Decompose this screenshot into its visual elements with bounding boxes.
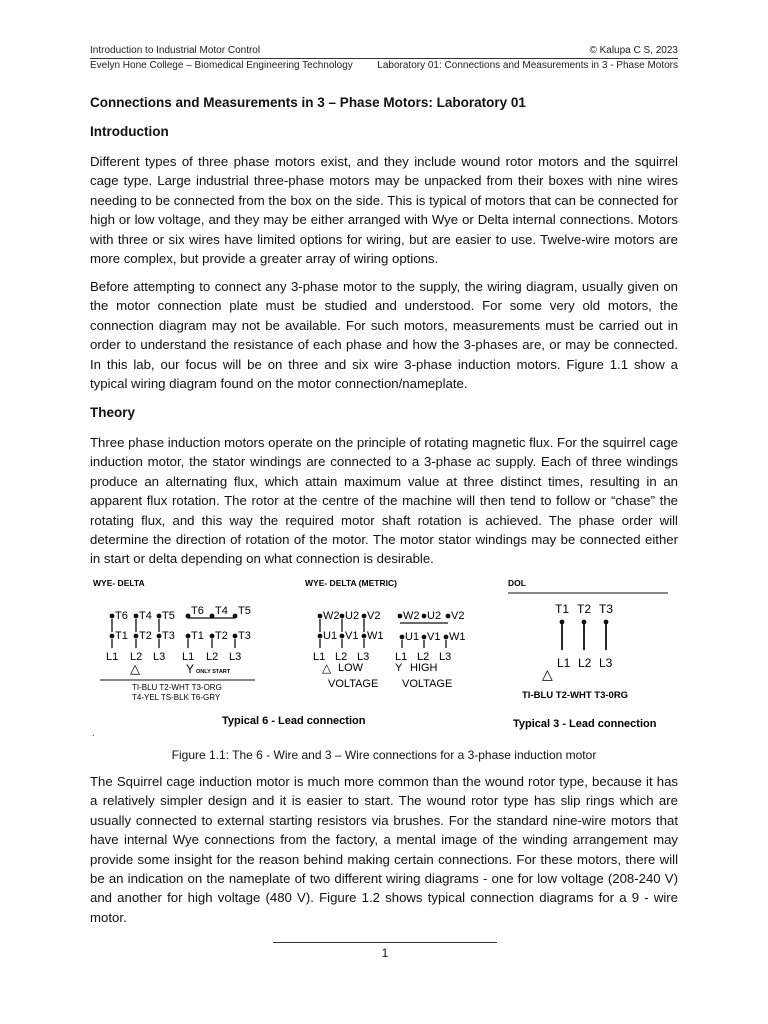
metric-high-line-l1: L1 [395, 651, 408, 663]
color-code-line-1: TI-BLU T2-WHT T3-ORG [132, 683, 222, 692]
metric-high-voltage-label: VOLTAGE [402, 678, 453, 690]
metric-low-top-u2: U2 [345, 610, 360, 622]
dol-line-l3: L3 [599, 656, 613, 670]
wye-mid-t2: T2 [215, 630, 228, 642]
metric-low-voltage-group [313, 610, 384, 690]
dol-connection-group [513, 602, 657, 730]
paragraph-intro-2: Before attempting to connect any 3-phase motor to the supply, the wiring diagram, usually given on the motor connection plate must be studied and understood. For some very old motors, the connection diagram may not be available. For such motors, measurements must be carried out in order to understand the resistance of each phase and how the 3-phases are, or may be connected. In this lab, our focus will be on three and six wire 3-phase induction motors. Figure 1.1 show a typical wiring diagram found on the motor connection/nameplate. [90, 279, 678, 392]
delta-line-l2: L2 [130, 651, 143, 663]
delta-symbol: △ [130, 661, 140, 676]
typical-6-lead-caption: Typical 6 - Lead connection [222, 715, 366, 727]
wye-line-l1: L1 [182, 651, 195, 663]
dol-color-code: TI-BLU T2-WHT T3-0RG [522, 690, 629, 701]
dol-delta-symbol: △ [542, 666, 553, 682]
paragraph-theory-2: The Squirrel cage induction motor is much more common than the wound rotor type, because it has a relatively simpler design and it is easier to start. The wound rotor type has slip rings which are usually connected to external starting resistors via brushes. For the standard nine-wire motors that have internal Wye connections from the factory, a mental image of the winding arrangement may provide some insight for the reason behind making certain connections. For these motors, there will be an indication on the nameplate of two different wiring diagrams - one for low voltage (208-240 V) and another for high voltage (480 V). Figure 1.2 shows typical connection diagrams for a 9 - wire motor. [90, 774, 678, 925]
header-lab: Laboratory 01: Connections and Measurements in 3 - Phase Motors [377, 60, 678, 71]
metric-high-voltage-group [395, 610, 466, 690]
metric-wye-symbol: Y [395, 662, 403, 674]
delta-line-l3: L3 [153, 651, 166, 663]
wye-only-start: ONLY START [196, 669, 231, 675]
delta-top-t6: T6 [115, 610, 128, 622]
metric-high-line-l2: L2 [417, 651, 430, 663]
header-course: Introduction to Industrial Motor Control [90, 45, 261, 56]
metric-delta-symbol: △ [322, 661, 332, 675]
page-number: 1 [381, 946, 389, 960]
wye-line-l2: L2 [206, 651, 219, 663]
metric-low-mid-u1: U1 [323, 630, 338, 642]
typical-3-lead-caption: Typical 3 - Lead connection [513, 718, 657, 730]
metric-low-voltage-label: VOLTAGE [328, 678, 379, 690]
wye-top-t4: T4 [215, 605, 228, 617]
label-dol: DOL [508, 578, 526, 588]
wye-top-t6: T6 [191, 605, 204, 617]
metric-low-line-l3: L3 [357, 651, 370, 663]
footer-rule [273, 942, 497, 943]
figure-stray-mark: . [92, 728, 95, 738]
metric-low-line-l2: L2 [335, 651, 348, 663]
dol-line-l2: L2 [578, 656, 592, 670]
heading-theory: Theory [90, 405, 136, 420]
figure-wiring-diagram [90, 576, 678, 741]
metric-low-label: LOW [338, 662, 364, 674]
metric-low-line-l1: L1 [313, 651, 326, 663]
heading-introduction: Introduction [90, 124, 169, 139]
header-rule [90, 58, 678, 59]
wye-line-l3: L3 [229, 651, 242, 663]
delta-mid-t2: T2 [139, 630, 152, 642]
header-college: Evelyn Hone College – Biomedical Engineering Technology [90, 60, 353, 71]
metric-low-top-v2: V2 [367, 610, 381, 622]
metric-high-top-v2: V2 [451, 610, 465, 622]
metric-high-mid-v1: V1 [427, 631, 441, 643]
metric-high-label: HIGH [410, 662, 438, 674]
dol-line-l1: L1 [557, 656, 571, 670]
metric-low-top-w2: W2 [323, 610, 340, 622]
dol-top-t2: T2 [577, 602, 592, 616]
delta-mid-t1: T1 [115, 630, 128, 642]
wye-symbol: Y [186, 662, 195, 676]
metric-high-mid-w1: W1 [449, 631, 466, 643]
paragraph-theory-1: Three phase induction motors operate on the principle of rotating magnetic flux. For the squirrel cage induction motor, the stator windings are connected to a 3-phase ac supply. Each of three windings produce an alternating flux, which attain maximum value at three distinct times, resulting in an apparent flux rotation. The rotor at the centre of the machine will then tend to follow or “chase” the rotating flux, and this way the required motor shaft rotation is achieved. The phase order will determine the direction of rotation of the motor. The motor stator windings may be connected either in start or delta depending on what connection is desirable. [90, 435, 678, 567]
label-wye-delta: WYE- DELTA [93, 578, 145, 588]
paragraph-intro-1: Different types of three phase motors exist, and they include wound rotor motors and the squirrel cage type. Large industrial three-phase motors may be unpacked from their boxes with nine wires needing to be connected from the box on the side. This is typical of motors that can be connected for high or low voltage, and they may be either arranged with Wye or Delta internal connections. Motors with three or six wires have limited options for wiring, but are easier to use. Twelve-wire motors are more complex, but provide a greater array of wiring options. [90, 154, 678, 267]
wye-mid-t3: T3 [238, 630, 251, 642]
metric-high-mid-u1: U1 [405, 631, 420, 643]
color-code-line-2: T4-YEL TS-BLK T6-GRY [132, 693, 221, 702]
header-copyright: © Kalupa C S, 2023 [589, 45, 678, 56]
delta-connection-group [106, 610, 175, 676]
wye-mid-t1: T1 [191, 630, 204, 642]
wye-connection-group [182, 605, 251, 676]
figure-caption: Figure 1.1: The 6 - Wire and 3 – Wire connections for a 3-phase induction motor [171, 748, 597, 762]
delta-line-l1: L1 [106, 651, 119, 663]
label-wye-delta-metric: WYE- DELTA (METRIC) [305, 578, 397, 588]
delta-top-t5: T5 [162, 610, 175, 622]
metric-low-mid-w1: W1 [367, 630, 384, 642]
page-title: Connections and Measurements in 3 – Phase Motors: Laboratory 01 [90, 95, 526, 110]
delta-top-t4: T4 [139, 610, 152, 622]
metric-high-top-w2: W2 [403, 610, 420, 622]
metric-high-line-l3: L3 [439, 651, 452, 663]
dol-top-t3: T3 [599, 602, 614, 616]
metric-low-mid-v1: V1 [345, 630, 359, 642]
dol-top-t1: T1 [555, 602, 570, 616]
delta-mid-t3: T3 [162, 630, 175, 642]
wye-top-t5: T5 [238, 605, 251, 617]
metric-high-top-u2: U2 [427, 610, 442, 622]
